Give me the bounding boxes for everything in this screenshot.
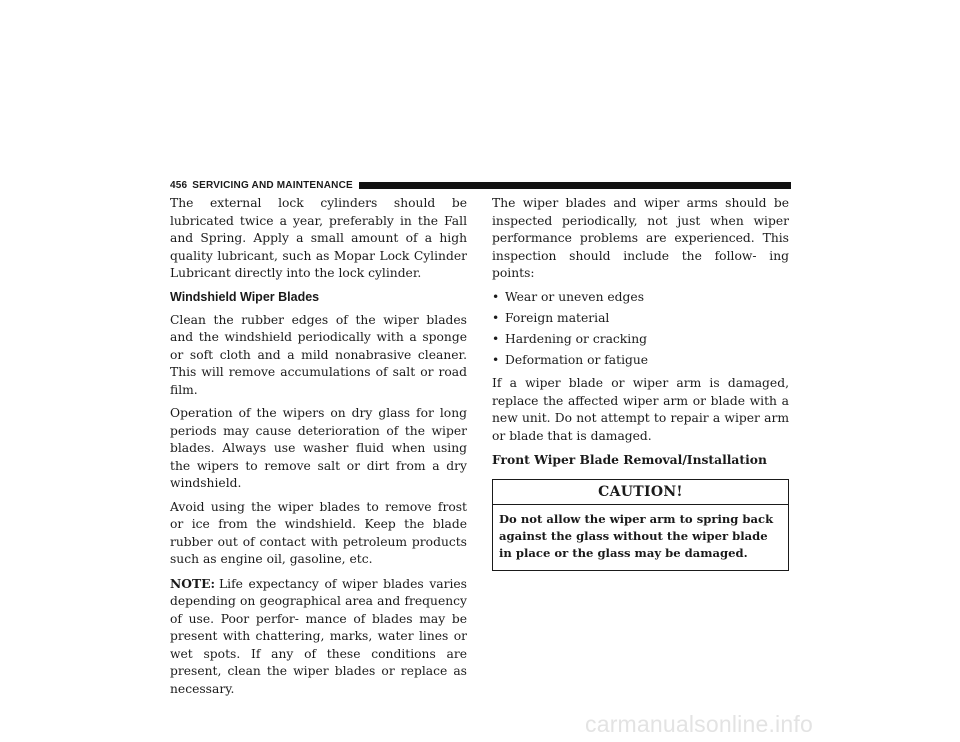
- left-column: [170, 195, 467, 704]
- list-item: [492, 331, 789, 349]
- list-item-text: Hardening or cracking: [505, 331, 647, 346]
- caution-title: CAUTION!: [493, 480, 788, 506]
- removal-installation-heading: Front Wiper Blade Removal/Installation: [492, 452, 767, 467]
- header-rule: [359, 182, 791, 189]
- watermark-logo: carmanualsonline.info: [585, 711, 813, 737]
- list-item-text: Foreign material: [505, 310, 610, 325]
- list-item: [492, 289, 789, 307]
- bullet-icon: •: [492, 289, 500, 304]
- page-header: [170, 178, 791, 192]
- note-text: Life expectancy of wiper blades varies depending on geographical area and frequency of use. Poor perfor- mance of blades may be present with chattering, marks, water lines or wet spots. If any of these conditions are present, clean the wiper blades or replace as necessary.: [170, 576, 467, 696]
- bullet-icon: •: [492, 310, 500, 325]
- inspection-list: [492, 289, 789, 370]
- caution-box: [492, 479, 789, 572]
- inspection-paragraph: The wiper blades and wiper arms should be inspected periodically, not just when wiper performance problems are experienced. This inspection should include the follow- ing points:: [492, 196, 789, 280]
- right-column: [492, 195, 789, 571]
- note-label: NOTE:: [170, 575, 216, 591]
- page-number: 456: [170, 179, 188, 191]
- section-title: SERVICING AND MAINTENANCE: [192, 179, 353, 191]
- damage-paragraph: If a wiper blade or wiper arm is damaged, replace the affected wiper arm or blade with a new unit. Do not attempt to repair a wiper arm or blade that is damaged.: [492, 376, 789, 443]
- wiper-blades-heading: Windshield Wiper Blades: [170, 289, 320, 304]
- list-item-text: Wear or uneven edges: [505, 289, 645, 304]
- list-item-text: Deformation or fatigue: [505, 352, 649, 367]
- list-item: [492, 310, 789, 328]
- frost-paragraph: Avoid using the wiper blades to remove frost or ice from the windshield. Keep the blade rubber out of contact with petroleum products such as engine oil, gasoline, etc.: [170, 499, 467, 566]
- clean-paragraph: Clean the rubber edges of the wiper blades and the windshield periodically with a sponge or soft cloth and a mild nonabrasive cleaner. This will remove accumulations of salt or road film.: [170, 312, 467, 397]
- bullet-icon: •: [492, 331, 500, 346]
- dry-glass-paragraph: Operation of the wipers on dry glass for long periods may cause deterioration of the wiper blades. Always use washer fluid when using the wipers to remove salt or dirt from a dry windshield.: [170, 406, 467, 490]
- note-paragraph: [170, 575, 467, 699]
- list-item: [492, 352, 789, 370]
- lock-cylinder-paragraph: The external lock cylinders should be lubricated twice a year, preferably in the Fall and Spring. Apply a small amount of a high quality lubricant, such as Mopar Lock Cylinder Lubricant directly into the lock cylinder.: [170, 196, 467, 280]
- bullet-icon: •: [492, 352, 500, 367]
- caution-text: Do not allow the wiper arm to spring back against the glass without the wiper blade in place or the glass may be damaged.: [499, 512, 774, 560]
